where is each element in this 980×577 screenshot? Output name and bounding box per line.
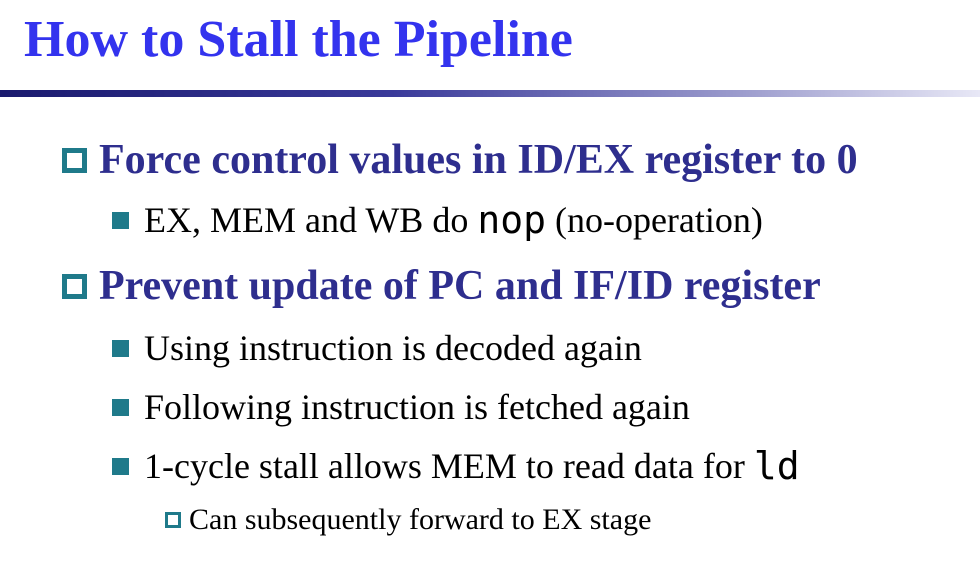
sub-bullet-text: Using instruction is decoded again: [144, 328, 642, 368]
sub-bullet-text-after: (no-operation): [545, 200, 763, 240]
hollow-square-bullet-icon: [62, 148, 87, 173]
bullet-text: Force control values in ID/EX register to 0: [99, 137, 858, 183]
code-ld: ld: [753, 444, 800, 488]
sub-bullet-nop: [112, 198, 763, 242]
sub-bullet-text-before: EX, MEM and WB do: [144, 200, 478, 240]
hollow-square-bullet-icon: [165, 512, 181, 528]
title-underline: [0, 90, 980, 97]
filled-square-bullet-icon: [112, 458, 129, 475]
sub-bullet-text: Following instruction is fetched again: [144, 387, 690, 427]
sub-sub-bullet-forward: [165, 502, 651, 538]
bullet-prevent-update: [62, 262, 821, 310]
filled-square-bullet-icon: [112, 340, 129, 357]
sub-sub-bullet-text: Can subsequently forward to EX stage: [189, 503, 652, 536]
bullet-text: Prevent update of PC and IF/ID register: [99, 263, 821, 309]
sub-bullet-decoded-again: [112, 326, 642, 370]
sub-bullet-fetched-again: [112, 385, 690, 429]
hollow-square-bullet-icon: [62, 274, 87, 299]
filled-square-bullet-icon: [112, 212, 129, 229]
bullet-force-control-values: [62, 136, 858, 184]
code-nop: nop: [477, 198, 546, 242]
sub-bullet-one-cycle-stall: [112, 444, 800, 488]
filled-square-bullet-icon: [112, 399, 129, 416]
slide-title: How to Stall the Pipeline: [24, 11, 573, 68]
sub-bullet-text-before: 1-cycle stall allows MEM to read data for: [144, 446, 754, 486]
